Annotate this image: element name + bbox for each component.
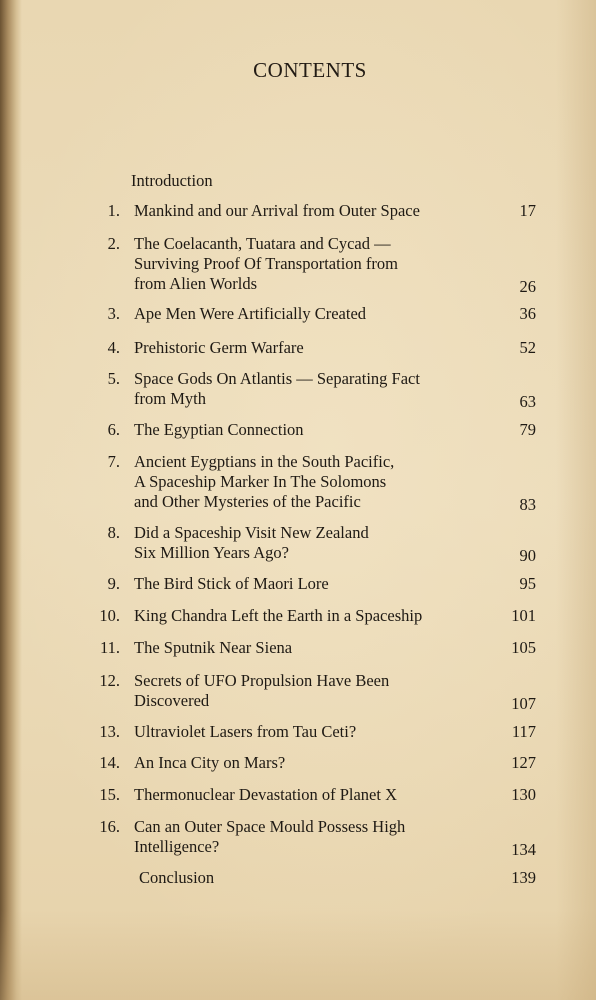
chapter-title-line: Ape Men Were Artificially Created — [134, 304, 367, 323]
chapter-title-line: Surviving Proof Of Transportation from — [134, 254, 398, 273]
chapter-title — [134, 420, 484, 440]
chapter-title — [131, 171, 481, 191]
page-number: 95 — [519, 574, 536, 593]
chapter-title — [134, 452, 484, 512]
chapter-title-line: A Spaceship Marker In The Solomons — [134, 472, 387, 491]
chapter-title-line: Intelligence? — [134, 837, 220, 856]
chapter-title-line: from Alien Worlds — [134, 274, 258, 293]
chapter-title — [134, 606, 484, 626]
contents-heading: CONTENTS — [253, 58, 367, 82]
chapter-title — [134, 753, 484, 773]
page-number: 107 — [511, 693, 536, 713]
chapter-title-line: Thermonuclear Devastation of Planet X — [134, 785, 397, 804]
chapter-title-line: Prehistoric Germ Warfare — [134, 338, 304, 357]
chapter-number: 16. — [99, 817, 120, 836]
chapter-title-line: Secrets of UFO Propulsion Have Been — [134, 671, 390, 690]
chapter-number: 4. — [107, 338, 120, 357]
chapter-number: 13. — [99, 722, 120, 741]
page-number: 26 — [519, 277, 536, 296]
chapter-number: 12. — [99, 671, 120, 690]
chapter-title-line: King Chandra Left the Earth in a Spaceship — [134, 606, 423, 625]
page-number: 117 — [511, 722, 536, 741]
chapter-title-line: Six Million Years Ago? — [134, 543, 289, 562]
chapter-title-line: The Sputnik Near Siena — [134, 638, 293, 657]
chapter-title — [134, 785, 484, 805]
page-number: 17 — [519, 201, 536, 220]
chapter-number: 6. — [107, 420, 120, 439]
page-number: 105 — [511, 638, 536, 657]
chapter-title — [134, 638, 484, 658]
chapter-title — [134, 304, 484, 324]
chapter-title — [134, 234, 484, 294]
chapter-number: 8. — [107, 523, 120, 542]
chapter-title — [139, 868, 489, 888]
page-number: 139 — [511, 868, 536, 887]
chapter-number: 2. — [107, 234, 120, 253]
chapter-title-line: The Coelacanth, Tuatara and Cycad — — [134, 234, 391, 253]
chapter-title — [134, 523, 484, 563]
chapter-number: 5. — [107, 369, 120, 388]
page-number: 101 — [511, 606, 536, 625]
chapter-number: 15. — [99, 785, 120, 804]
chapter-title-line: The Egyptian Connection — [134, 420, 304, 439]
page-number: 134 — [511, 839, 536, 859]
page-number: 130 — [511, 785, 536, 804]
page-number: 90 — [519, 545, 536, 565]
chapter-title-line: Mankind and our Arrival from Outer Space — [134, 201, 420, 220]
chapter-title-line: Ultraviolet Lasers from Tau Ceti? — [134, 722, 357, 741]
page-number: 52 — [519, 338, 536, 357]
chapter-title-line: and Other Mysteries of the Pacific — [134, 492, 361, 511]
chapter-title-line: Did a Spaceship Visit New Zealand — [134, 523, 369, 542]
chapter-number: 3. — [107, 304, 120, 323]
chapter-title — [134, 574, 484, 594]
chapter-title-line: Can an Outer Space Mould Possess High — [134, 817, 406, 836]
chapter-number: 11. — [99, 638, 120, 657]
chapter-number: 10. — [99, 606, 120, 625]
chapter-title-line: Conclusion — [139, 868, 215, 887]
chapter-title — [134, 338, 484, 358]
chapter-title-line: The Bird Stick of Maori Lore — [134, 574, 329, 593]
chapter-title — [134, 369, 484, 409]
chapter-title-line: Ancient Eygptians in the South Pacific, — [134, 452, 395, 471]
chapter-title — [134, 817, 484, 857]
chapter-number: 1. — [107, 201, 120, 220]
chapter-title — [134, 671, 484, 711]
chapter-title-line: Space Gods On Atlantis — Separating Fact — [134, 369, 420, 388]
page-number: 36 — [519, 304, 536, 323]
chapter-title-line: Introduction — [131, 171, 213, 190]
chapter-number: 7. — [107, 452, 120, 471]
chapter-number: 9. — [107, 574, 120, 593]
page-number: 63 — [519, 391, 536, 411]
chapter-title — [134, 201, 484, 221]
page-number: 79 — [519, 420, 536, 439]
chapter-title-line: Discovered — [134, 691, 210, 710]
chapter-number: 14. — [99, 753, 120, 772]
chapter-title-line: from Myth — [134, 389, 206, 408]
page-number: 127 — [511, 753, 536, 772]
page-number: 83 — [519, 495, 536, 514]
chapter-title — [134, 722, 484, 742]
chapter-title-line: An Inca City on Mars? — [134, 753, 286, 772]
